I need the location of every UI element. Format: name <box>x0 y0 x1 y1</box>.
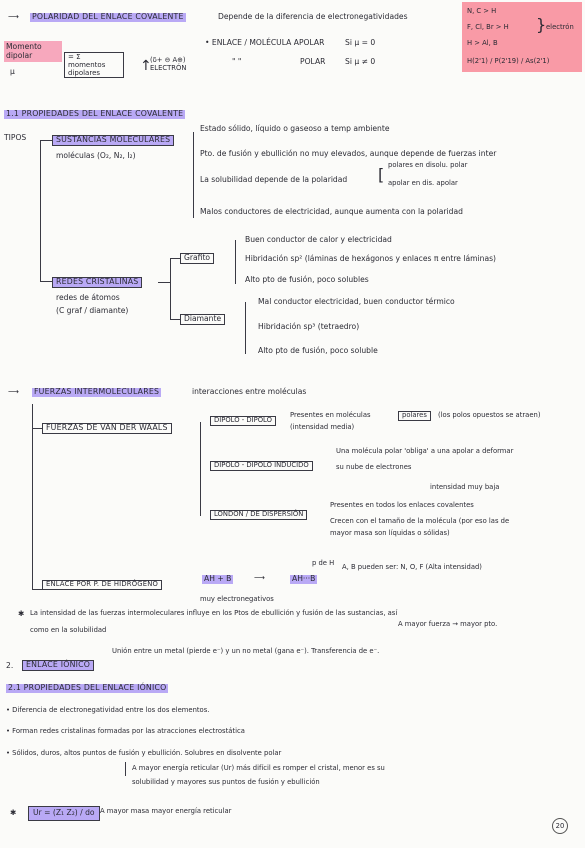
hb-top-note: p de H <box>312 559 335 567</box>
dipolo-inducido-text-1: Una molécula polar 'obliga' a una apolar a deformar <box>336 447 514 455</box>
section-title-ionico: ENLACE IÓNICO <box>22 660 94 671</box>
diamante-box: Diamante <box>180 314 225 325</box>
polar-ditto: " " <box>232 57 242 66</box>
momento-equation: = Σ momentos dipolares <box>64 52 124 78</box>
sustancias-ejemplos: moléculas (O₂, N₂, I₂) <box>56 151 136 160</box>
arrow-icon: ⟶ <box>8 387 19 396</box>
grafito-prop-1: Buen conductor de calor y electricidad <box>245 235 392 244</box>
dipolo-dipolo-text-1: Presentes en moléculas <box>290 411 371 419</box>
section-title-propiedades-covalente: 1.1 PROPIEDADES DEL ENLACE COVALENTE <box>6 109 184 118</box>
ionico-bullet-2: • Forman redes cristalinas formadas por las atracciones electrostática <box>6 727 245 735</box>
momento-dipolar-box: Momento dipolar <box>4 41 62 62</box>
star-text-2: como en la solubilidad <box>30 626 107 634</box>
section-title-propiedades-ionico: 2.1 PROPIEDADES DEL ENLACE IÓNICO <box>8 683 167 692</box>
molec-prop-4: Malos conductores de electricidad, aunque aumenta con la polaridad <box>200 207 463 216</box>
corner-brace-label: electrón <box>546 23 574 31</box>
solubilidad-polar: polares en disolu. polar <box>388 161 468 169</box>
dipolo-inducido-text-2: su nube de electrones <box>336 463 412 471</box>
diamante-prop-2: Hibridación sp³ (tetraedro) <box>258 322 360 331</box>
hb-reactants: AH + B <box>204 574 232 583</box>
hb-product: AH···B <box>292 574 316 583</box>
corner-line-4: H(2'1) / P(2'19) / As(2'1) <box>467 57 550 65</box>
molec-prop-1: Estado sólido, líquido o gaseoso a temp ambiente <box>200 124 390 133</box>
hb-note: A, B pueden ser: N, O, F (Alta intensidad) <box>342 563 482 571</box>
star-note: A mayor fuerza → mayor pto. <box>398 620 498 628</box>
formula-note: A mayor masa mayor energía reticular <box>100 807 232 815</box>
arrow-note: (δ+ ⊖ A⊕) ELECTRÓN <box>150 56 187 72</box>
diamante-prop-1: Mal conductor electricidad, buen conductor térmico <box>258 297 455 306</box>
van-der-waals-box: FUERZAS DE VAN DER WAALS <box>42 423 172 434</box>
dipolo-inducido-box: DIPOLO - DIPOLO INDUCIDO <box>210 461 313 471</box>
bracket-icon: [ <box>378 165 385 184</box>
up-arrow-icon: ↑ <box>140 58 152 74</box>
london-text-3: mayor masa son líquidas o sólidas) <box>330 529 450 537</box>
grafito-prop-3: Alto pto de fusión, poco solubles <box>245 275 369 284</box>
molec-prop-3: La solubilidad depende de la polaridad <box>200 175 348 184</box>
corner-line-3: H > Al, B <box>467 39 498 47</box>
london-text-1: Presentes en todos los enlaces covalentes <box>330 501 474 509</box>
polar-condition: Si μ ≠ 0 <box>345 57 376 66</box>
apolar-condition: Si μ = 0 <box>345 38 376 47</box>
dipolo-dipolo-text-2: (los polos opuestos se atraen) <box>438 411 541 419</box>
polar-label: POLAR <box>300 57 326 66</box>
dipolo-dipolo-polares: polares <box>398 411 431 421</box>
star-icon: ✱ <box>10 808 17 817</box>
corner-line-1: N, C > H <box>467 7 497 15</box>
molec-prop-2: Pto. de fusión y ebullición no muy elevados, aunque depende de fuerzas inter <box>200 149 497 158</box>
ionico-bullet-3: • Sólidos, duros, altos puntos de fusión y ebullición. Solubres en disolvente polar <box>6 749 282 757</box>
dipolo-dipolo-box: DIPOLO - DIPOLO <box>210 416 276 426</box>
corner-line-2: F, Cl, Br > H <box>467 23 509 31</box>
redes-cristalinas-box: REDES CRISTALINAS <box>52 277 142 288</box>
arrow-icon: ⟶ <box>8 12 19 21</box>
redes-sub-2: (C graf / diamante) <box>56 306 129 315</box>
ionico-bullet-1: • Diferencia de electronegatividad entre los dos elementos. <box>6 706 210 714</box>
solubilidad-apolar: apolar en dis. apolar <box>388 179 458 187</box>
star-text-1: La intensidad de las fuerzas intermoleculares influye en los Ptos de ebullición y fusión de las sustancias, así <box>30 609 398 617</box>
brace-icon: } <box>536 15 547 34</box>
hb-sub-note: muy electronegativos <box>200 595 274 603</box>
london-text-2: Crecen con el tamaño de la molécula (por eso las de <box>330 517 510 525</box>
tipos-bracket <box>40 140 41 282</box>
ionico-description: Unión entre un metal (pierde e⁻) y un no metal (gana e⁻). Transferencia de e⁻. <box>112 647 380 655</box>
sustancias-moleculares-box: SUSTANCIAS MOLECULARES <box>52 135 174 146</box>
dipolo-dipolo-text-3: (intensidad media) <box>290 423 355 431</box>
energia-reticular-formula: Ur = (Z₁ Z₂) / do <box>28 806 100 821</box>
grafito-prop-2: Hibridación sp² (láminas de hexágonos y enlaces π entre láminas) <box>245 254 497 263</box>
section-number-2: 2. <box>6 661 14 670</box>
mu-symbol: μ <box>10 67 15 76</box>
grafito-box: Grafito <box>180 253 214 264</box>
diamante-prop-3: Alto pto de fusión, poco soluble <box>258 346 378 355</box>
apolar-label: • ENLACE / MOLÉCULA APOLAR <box>205 38 325 47</box>
section-title-fuerzas: FUERZAS INTERMOLECULARES <box>34 387 160 396</box>
energy-text-1: A mayor energía reticular (Ur) más difícil es romper el cristal, menor es su <box>132 764 385 772</box>
energy-text-2: solubilidad y mayores sus puntos de fusión y ebullición <box>132 778 320 786</box>
section-title-polaridad: POLARIDAD DEL ENLACE COVALENTE <box>32 12 184 21</box>
tipos-label: TIPOS <box>4 133 27 142</box>
hb-arrow-icon: ⟶ <box>254 573 265 582</box>
redes-sub-1: redes de átomos <box>56 293 120 302</box>
london-intensidad-note: intensidad muy baja <box>430 483 500 491</box>
fuerzas-note: interacciones entre moléculas <box>192 387 307 396</box>
polaridad-note: Depende de la diferencia de electronegatividades <box>218 12 408 21</box>
star-icon: ✱ <box>18 609 25 618</box>
puente-hidrogeno-box: ENLACE POR P. DE HIDRÓGENO <box>42 580 162 590</box>
page-number: 20 <box>552 818 568 834</box>
london-box: LONDON / DE DISPERSIÓN <box>210 510 307 520</box>
